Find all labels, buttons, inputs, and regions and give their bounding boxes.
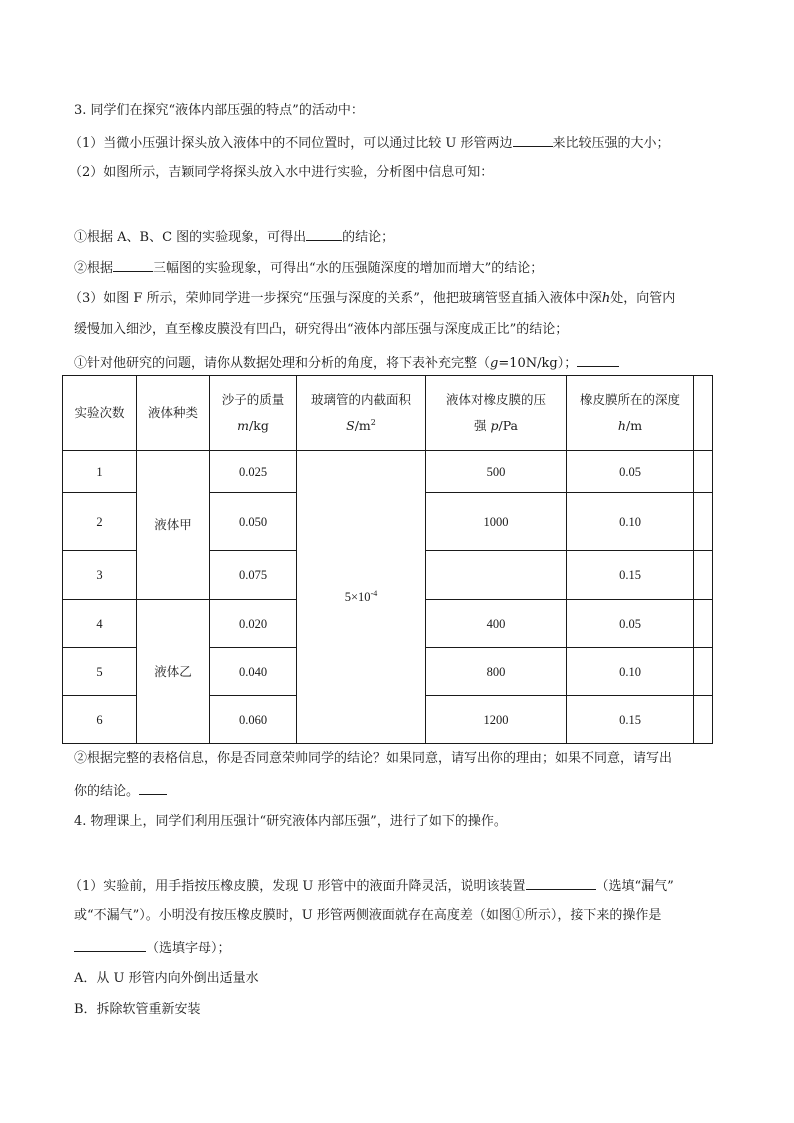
q3-after-table-1: ②根据完整的表格信息，你是否同意荣帅同学的结论？如果同意，请写出你的理由；如果不同意，请写出 <box>74 751 673 766</box>
q3-part3 <box>69 290 675 308</box>
var-g: g <box>490 356 499 371</box>
cell-mass: 0.025 <box>210 451 297 493</box>
q4-part1 <box>69 876 674 896</box>
cell-extra <box>694 648 713 696</box>
q3-c1-text-b: 的结论； <box>342 230 395 245</box>
unit-exp: 2 <box>370 417 376 427</box>
q3-part2: （2）如图所示，吉颖同学将探头放入水中进行实验，分析图中信息可知： <box>69 165 494 180</box>
header-liquid: 液体种类 <box>137 376 210 451</box>
q4-part1-line3 <box>74 938 231 958</box>
cell-mass: 0.040 <box>210 648 297 696</box>
q4-intro: 4. 物理课上，同学们利用压强计“研究液体内部压强”，进行了如下的操作。 <box>74 814 507 829</box>
cell-depth: 0.05 <box>567 451 694 493</box>
area-base: 5×10 <box>344 590 371 604</box>
q3-after-table-2 <box>74 781 167 801</box>
cell-pressure: 800 <box>426 648 567 696</box>
cell-trial: 2 <box>63 493 137 551</box>
header-depth-l2 <box>567 416 693 436</box>
answer-blank[interactable] <box>577 353 619 367</box>
cell-pressure: 400 <box>426 600 567 648</box>
q3-after-text: 你的结论。 <box>74 784 140 799</box>
header-area-l1: 玻璃管的内截面积 <box>310 392 411 407</box>
cell-depth: 0.05 <box>567 600 694 648</box>
q3-intro: 3. 同学们在探究“液体内部压强的特点”的活动中： <box>74 103 364 118</box>
cell-depth: 0.15 <box>567 696 694 744</box>
q3-c1-text-a: ①根据 A、B、C 图的实验现象，可得出 <box>74 230 307 245</box>
q3-part1 <box>69 133 670 153</box>
q3-part3-line2: 缓慢加入细沙，直至橡皮膜没有凹凸，研究得出“液体内部压强与深度成正比”的结论； <box>74 322 569 337</box>
cell-pressure: 1000 <box>426 493 567 551</box>
q4-p1-text-a: （1）实验前，用手指按压橡皮膜，发现 U 形管中的液面升降灵活，说明该装置 <box>69 879 526 894</box>
q4-option-a: A．从 U 形管内向外倒出适量水 <box>74 971 259 986</box>
q3-part1-text-b: 来比较压强的大小； <box>552 136 670 151</box>
q3-conclusion-1 <box>74 227 394 247</box>
q3-p3-text-b: 处，向管内 <box>610 291 676 306</box>
header-trial: 实验次数 <box>63 376 137 451</box>
cell-extra <box>694 696 713 744</box>
header-area-l2 <box>297 416 425 436</box>
cell-liquid-b: 液体乙 <box>137 600 210 744</box>
cell-trial: 6 <box>63 696 137 744</box>
cell-trial: 4 <box>63 600 137 648</box>
unit-pa: /Pa <box>498 418 518 433</box>
unit-kg: /kg <box>249 418 269 433</box>
q3-t-text-a: ①针对他研究的问题，请你从数据处理和分析的角度，将下表补充完整（ <box>74 356 491 371</box>
answer-blank[interactable] <box>113 258 153 272</box>
cell-extra <box>694 493 713 551</box>
cell-mass: 0.075 <box>210 551 297 600</box>
answer-blank[interactable] <box>526 876 596 890</box>
q3-table-instruction <box>74 353 619 373</box>
header-area <box>297 376 426 451</box>
header-sand-mass <box>210 376 297 451</box>
var-p: p <box>490 418 499 433</box>
cell-extra <box>694 551 713 600</box>
q3-p3-text-a: （3）如图 F 所示，荣帅同学进一步探究“压强与深度的关系”，他把玻璃管竖直插入液体中深 <box>69 291 602 306</box>
cell-mass: 0.060 <box>210 696 297 744</box>
area-exp: -4 <box>370 588 378 598</box>
cell-trial: 3 <box>63 551 137 600</box>
answer-blank[interactable] <box>139 781 167 795</box>
cell-extra <box>694 600 713 648</box>
cell-depth: 0.10 <box>567 648 694 696</box>
cell-mass: 0.050 <box>210 493 297 551</box>
cell-trial: 1 <box>63 451 137 493</box>
header-pressure-pre: 强 <box>473 418 491 433</box>
data-table <box>62 375 713 744</box>
header-sand-mass-l1: 沙子的质量 <box>221 392 285 407</box>
cell-depth: 0.15 <box>567 551 694 600</box>
q3-t-text-b: =10N/kg）； <box>498 356 578 371</box>
cell-pressure-blank[interactable] <box>426 551 567 600</box>
cell-extra <box>694 451 713 493</box>
answer-blank[interactable] <box>74 938 146 952</box>
header-depth <box>567 376 694 451</box>
cell-depth: 0.10 <box>567 493 694 551</box>
header-pressure-l1: 液体对橡皮膜的压 <box>445 392 546 407</box>
var-s: S <box>346 418 355 433</box>
cell-liquid-a: 液体甲 <box>137 451 210 600</box>
unit-m: /m <box>354 418 371 433</box>
q4-p1-line3-text: （选填字母）； <box>146 941 231 956</box>
unit-m: /m <box>625 418 643 433</box>
header-pressure <box>426 376 567 451</box>
header-depth-l1: 橡皮膜所在的深度 <box>579 392 680 407</box>
var-h: h <box>601 291 611 306</box>
cell-area <box>297 451 426 744</box>
header-pressure-l2 <box>426 416 566 436</box>
cell-mass: 0.020 <box>210 600 297 648</box>
table-header-row <box>63 376 713 451</box>
answer-blank[interactable] <box>306 227 342 241</box>
q3-part1-text-a: （1）当微小压强计探头放入液体中的不同位置时，可以通过比较 U 形管两边 <box>69 136 513 151</box>
header-sand-mass-l2 <box>210 416 296 436</box>
header-extra <box>694 376 713 451</box>
cell-pressure: 500 <box>426 451 567 493</box>
q3-conclusion-2 <box>74 258 543 278</box>
cell-trial: 5 <box>63 648 137 696</box>
cell-pressure: 1200 <box>426 696 567 744</box>
table-row <box>63 451 713 493</box>
q3-c2-text-b: 三幅图的实验现象，可得出“水的压强随深度的增加而增大”的结论； <box>153 261 544 276</box>
var-m: m <box>237 418 250 433</box>
answer-blank[interactable] <box>513 133 553 147</box>
q3-c2-text-a: ②根据 <box>74 261 114 276</box>
q4-p1-text-b: （选填“漏气” <box>595 879 674 894</box>
q4-option-b: B．拆除软管重新安装 <box>74 1002 201 1017</box>
q4-part1-line2: 或“不漏气”）。小明没有按压橡皮膜时，U 形管两侧液面就存在高度差（如图①所示），接下来的操作是 <box>74 908 662 923</box>
var-h: h <box>617 418 626 433</box>
